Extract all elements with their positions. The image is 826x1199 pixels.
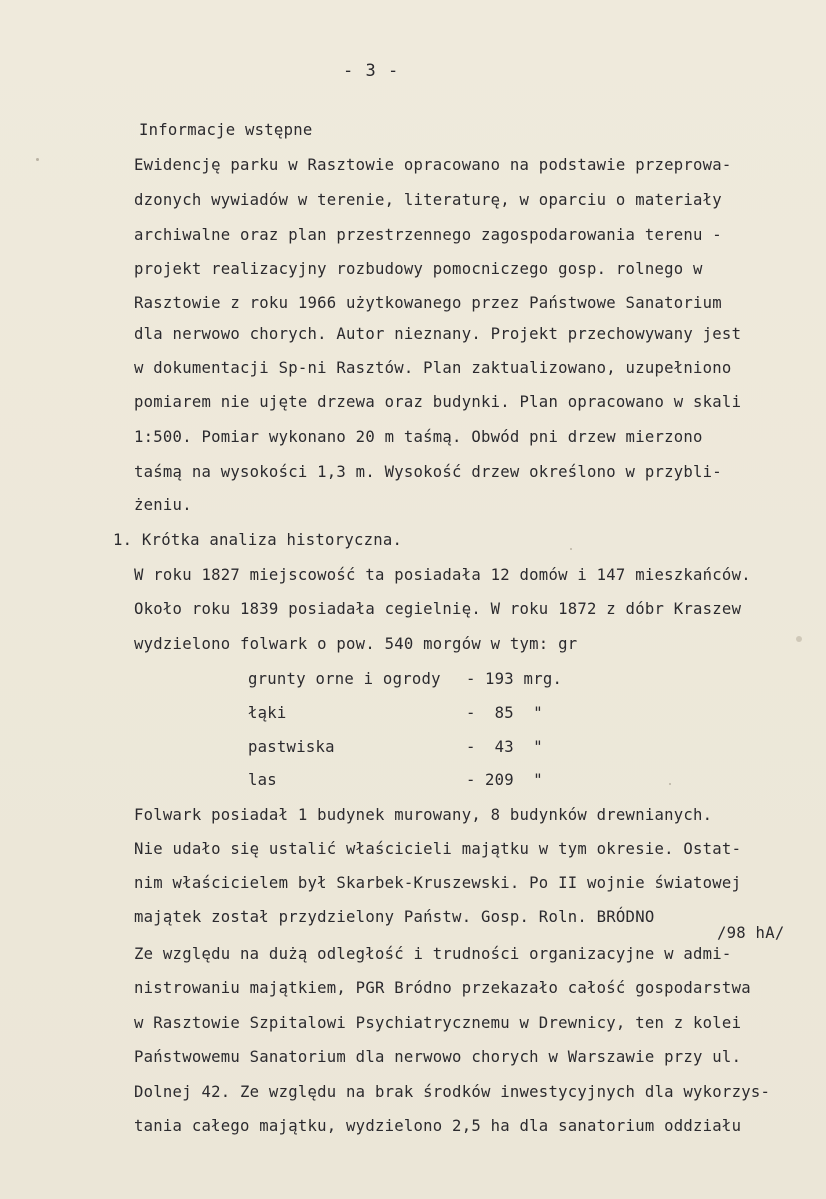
- intro-line: w dokumentacji Sp-ni Rasztów. Plan zaktualizowano, uzupełniono: [134, 359, 732, 377]
- history-line: nistrowaniu majątkiem, PGR Bródno przekazało całość gospodarstwa: [134, 979, 751, 997]
- history-line: Folwark posiadał 1 budynek murowany, 8 budynków drewnianych.: [134, 806, 713, 824]
- paper-speck: [796, 636, 802, 642]
- intro-line: Ewidencję parku w Rasztowie opracowano na podstawie przeprowa-: [134, 156, 732, 174]
- land-value: 43 ": [485, 738, 543, 756]
- history-line: majątek został przydzielony Państw. Gosp. Roln. BRÓDNO: [134, 908, 655, 926]
- land-label: łąki: [248, 704, 287, 722]
- history-line: w Rasztowie Szpitalowi Psychiatrycznemu w Drewnicy, ten z kolei: [134, 1014, 742, 1032]
- intro-line: 1:500. Pomiar wykonano 20 m taśmą. Obwód pni drzew mierzono: [134, 428, 703, 446]
- land-dash: -: [466, 738, 476, 756]
- history-line: Państwowemu Sanatorium dla nerwowo chorych w Warszawie przy ul.: [134, 1048, 742, 1066]
- paper-speck: [669, 783, 671, 785]
- margin-note: /98 hA/: [717, 924, 785, 942]
- history-line: Około roku 1839 posiadała cegielnię. W roku 1872 z dóbr Kraszew: [134, 600, 742, 618]
- intro-line: archiwalne oraz plan przestrzennego zagospodarowania terenu -: [134, 226, 722, 244]
- land-value: 209 ": [485, 771, 543, 789]
- history-line: W roku 1827 miejscowość ta posiadała 12 domów i 147 mieszkańców.: [134, 566, 751, 584]
- history-line: Nie udało się ustalić właścicieli majątku w tym okresie. Ostat-: [134, 840, 742, 858]
- land-dash: -: [466, 704, 476, 722]
- intro-line: Rasztowie z roku 1966 użytkowanego przez Państwowe Sanatorium: [134, 294, 722, 312]
- land-dash: -: [466, 771, 476, 789]
- intro-line: projekt realizacyjny rozbudowy pomocniczego gosp. rolnego w: [134, 260, 703, 278]
- intro-line: taśmą na wysokości 1,3 m. Wysokość drzew określono w przybli-: [134, 463, 722, 481]
- intro-line: dla nerwowo chorych. Autor nieznany. Projekt przechowywany jest: [134, 325, 742, 343]
- section-heading: 1. Krótka analiza historyczna.: [113, 531, 403, 549]
- intro-line: dzonych wywiadów w terenie, literaturę, w oparciu o materiały: [134, 191, 722, 209]
- land-label: las: [248, 771, 277, 789]
- land-dash: -: [466, 670, 476, 688]
- intro-line: pomiarem nie ujęte drzewa oraz budynki. Plan opracowano w skali: [134, 393, 742, 411]
- paper-speck: [570, 548, 572, 550]
- paper-speck: [36, 158, 39, 161]
- page-number: - 3 -: [343, 61, 400, 81]
- history-line: wydzielono folwark o pow. 540 morgów w tym: gr: [134, 635, 578, 653]
- land-label: grunty orne i ogrody: [248, 670, 441, 688]
- history-line: tania całego majątku, wydzielono 2,5 ha dla sanatorium oddziału: [134, 1117, 742, 1135]
- intro-line: żeniu.: [134, 496, 192, 514]
- intro-heading: Informacje wstępne: [139, 121, 313, 139]
- history-line: nim właścicielem był Skarbek-Kruszewski. Po II wojnie światowej: [134, 874, 742, 892]
- history-line: Ze względu na dużą odległość i trudności organizacyjne w admi-: [134, 945, 732, 963]
- history-line: Dolnej 42. Ze względu na brak środków inwestycyjnych dla wykorzys-: [134, 1083, 771, 1101]
- land-value: 85 ": [485, 704, 543, 722]
- land-label: pastwiska: [248, 738, 335, 756]
- land-value: 193 mrg.: [485, 670, 563, 688]
